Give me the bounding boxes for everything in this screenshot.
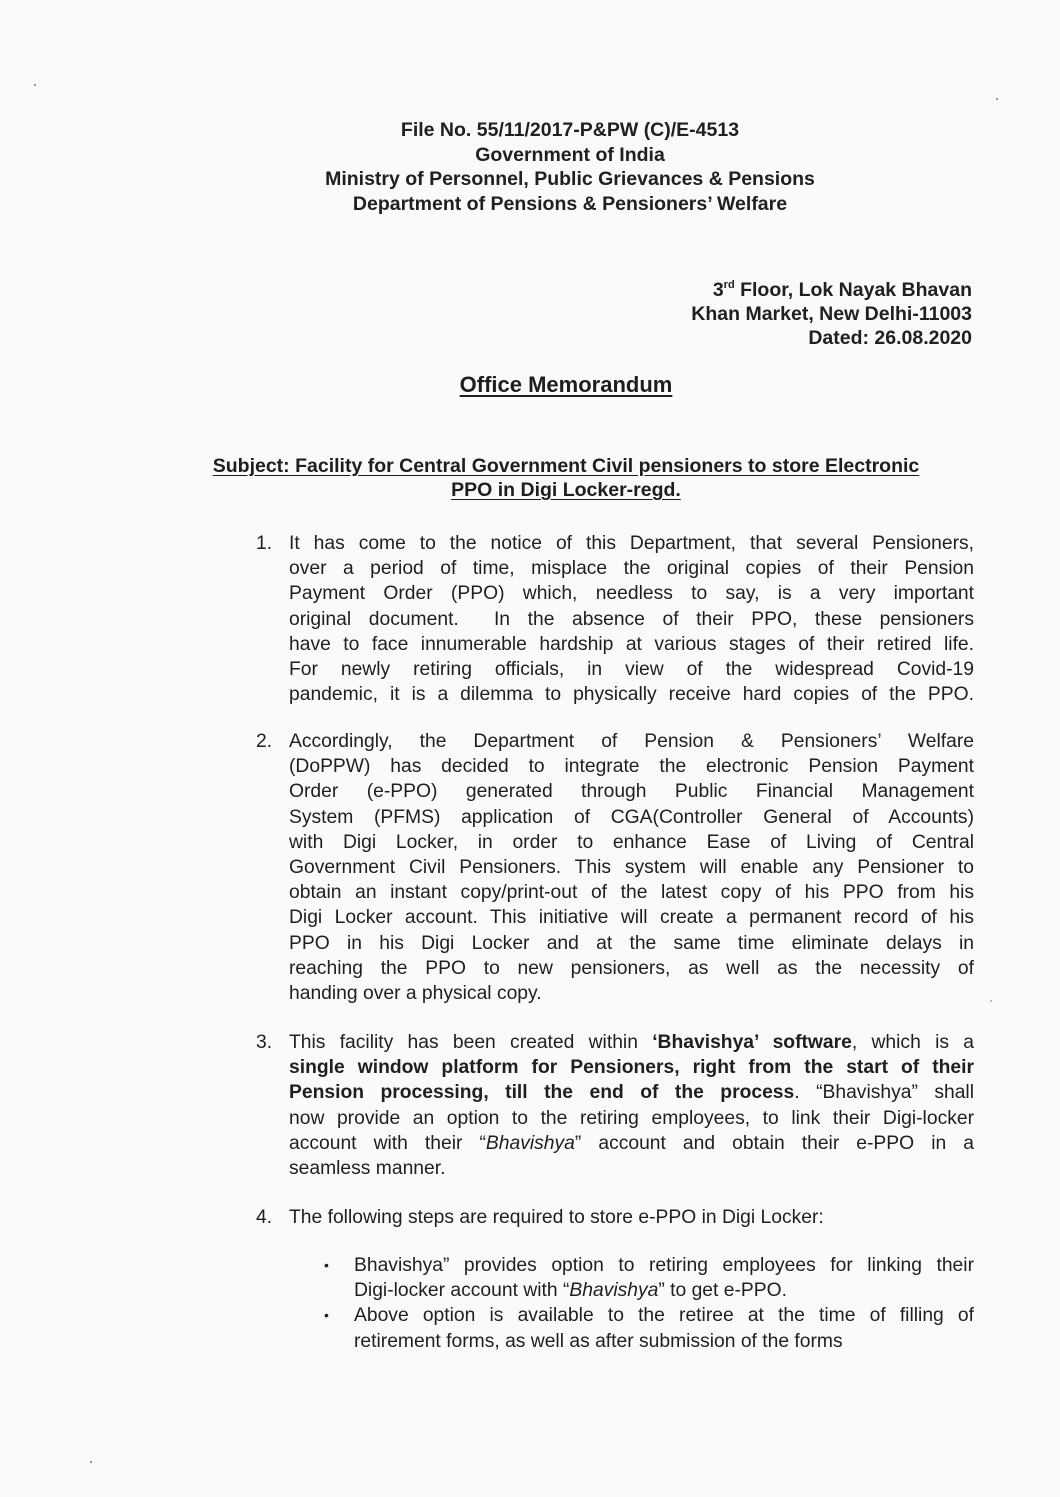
text-line: Government Civil Pensioners. This system will enable any Pensioner to: [289, 856, 974, 878]
text-line: Order (e-PPO) generated through Public Financial Management: [289, 781, 974, 803]
text-line: original document. In the absence of their PPO, these pensioners: [289, 608, 974, 630]
list-item: [320, 1253, 974, 1303]
bold-run: ‘Bhavishya’ software: [652, 1032, 852, 1053]
text-line: It has come to the notice of this Department, that several Pensioners,: [289, 533, 974, 554]
text-line: Digi Locker account. This initiative will create a permanent record of his: [289, 907, 974, 929]
text-line: seamless manner.: [289, 1157, 446, 1179]
subject-line-2: PPO in Digi Locker-regd.: [451, 479, 681, 501]
letterhead: [200, 118, 940, 216]
text-line: handing over a physical copy.: [289, 982, 542, 1004]
paragraph-number: 4.: [256, 1207, 273, 1228]
paragraph-body: [289, 1205, 974, 1230]
text-run: , which is a: [851, 1032, 974, 1053]
list-item: [320, 1303, 974, 1353]
text-run: . “Bhavishya” shall: [794, 1082, 974, 1104]
text-line: obtain an instant copy/print-out of the latest copy of his PPO from his: [289, 882, 974, 904]
text-line: System (PFMS) application of CGA(Controller General of Accounts): [289, 806, 974, 828]
italic-run: Bhavishya: [485, 1132, 575, 1154]
paragraph-body: [289, 531, 974, 707]
scan-speck: [996, 98, 998, 100]
date-line: Dated: 26.08.2020: [808, 327, 972, 349]
text-line: have to face innumerable hardship at various stages of their retired life.: [289, 633, 974, 655]
text-run: account with their “: [289, 1132, 486, 1154]
text-run: This facility has been created within: [289, 1032, 653, 1053]
address-block: [552, 278, 972, 350]
bullet-icon: •: [324, 1257, 329, 1273]
paragraph-body: [289, 729, 974, 1006]
government-name: Government of India: [475, 143, 665, 166]
ministry-name: Ministry of Personnel, Public Grievances & Pensions: [325, 168, 815, 190]
department-name: Department of Pensions & Pensioners’ Welfare: [352, 192, 788, 215]
address-line-2: Khan Market, New Delhi-11003: [691, 303, 972, 325]
subject-line-1: Subject: Facility for Central Government Civil pensioners to store Electronic: [212, 455, 920, 477]
paragraph-body: [289, 1030, 974, 1181]
bold-run: Pension processing, till the end of the process: [289, 1082, 795, 1104]
paragraph-number: 3.: [256, 1032, 273, 1053]
text-line: pandemic, it is a dilemma to physically receive hard copies of the PPO.: [289, 684, 974, 706]
memo-title: Office Memorandum: [459, 372, 673, 397]
text-line: For newly retiring officials, in view of the widespread Covid-19: [289, 658, 974, 680]
text-line: Accordingly, the Department of Pension & Pensioners’ Welfare: [289, 731, 974, 752]
text-line: (DoPPW) has decided to integrate the electronic Pension Payment: [289, 756, 974, 778]
text-line: The following steps are required to store e-PPO in Digi Locker:: [289, 1207, 824, 1228]
floor-rest: Floor, Lok Nayak Bhavan: [734, 279, 972, 301]
scan-speck: [990, 1000, 992, 1002]
italic-run: Bhavishya: [569, 1280, 659, 1302]
text-run: ” account and obtain their e-PPO in a: [574, 1132, 974, 1154]
bullet-icon: •: [324, 1307, 329, 1324]
text-line: [289, 1131, 974, 1156]
text-line: [289, 1080, 974, 1105]
text-line: with Digi Locker, in order to enhance Ease of Living of Central: [289, 831, 974, 853]
text-line: retirement forms, as well as after submission of the forms: [354, 1330, 843, 1352]
scan-speck: [34, 84, 36, 86]
file-number: File No. 55/11/2017-P&PW (C)/E-4513: [400, 119, 740, 141]
text-line: reaching the PPO to new pensioners, as well as the necessity of: [289, 957, 974, 979]
scan-speck: [90, 1461, 92, 1463]
steps-list: [320, 1253, 974, 1354]
address-line-1: [552, 278, 972, 302]
text-line: [354, 1278, 974, 1303]
text-line: Payment Order (PPO) which, needless to say, is a very important: [289, 583, 974, 605]
text-run: Digi-locker account with “: [354, 1280, 570, 1302]
text-line: Bhavishya” provides option to retiring employees for linking their: [354, 1255, 974, 1276]
text-run: ” to get e-PPO.: [658, 1280, 787, 1302]
bold-run: single window platform for Pensioners, right from the start of their: [289, 1057, 974, 1079]
paragraph-number: 2.: [256, 731, 273, 752]
floor-number: 3: [712, 279, 724, 301]
text-line: now provide an option to the retiring employees, to link their Digi-locker: [289, 1107, 974, 1129]
paragraph-number: 1.: [256, 533, 273, 554]
subject: [172, 454, 960, 502]
text-line: PPO in his Digi Locker and at the same time eliminate delays in: [289, 932, 974, 954]
text-line: [289, 1030, 974, 1055]
text-line: Above option is available to the retiree at the time of filling of: [354, 1305, 974, 1327]
floor-suffix: rd: [723, 279, 735, 291]
text-line: [289, 1055, 974, 1080]
text-line: over a period of time, misplace the original copies of their Pension: [289, 558, 974, 580]
